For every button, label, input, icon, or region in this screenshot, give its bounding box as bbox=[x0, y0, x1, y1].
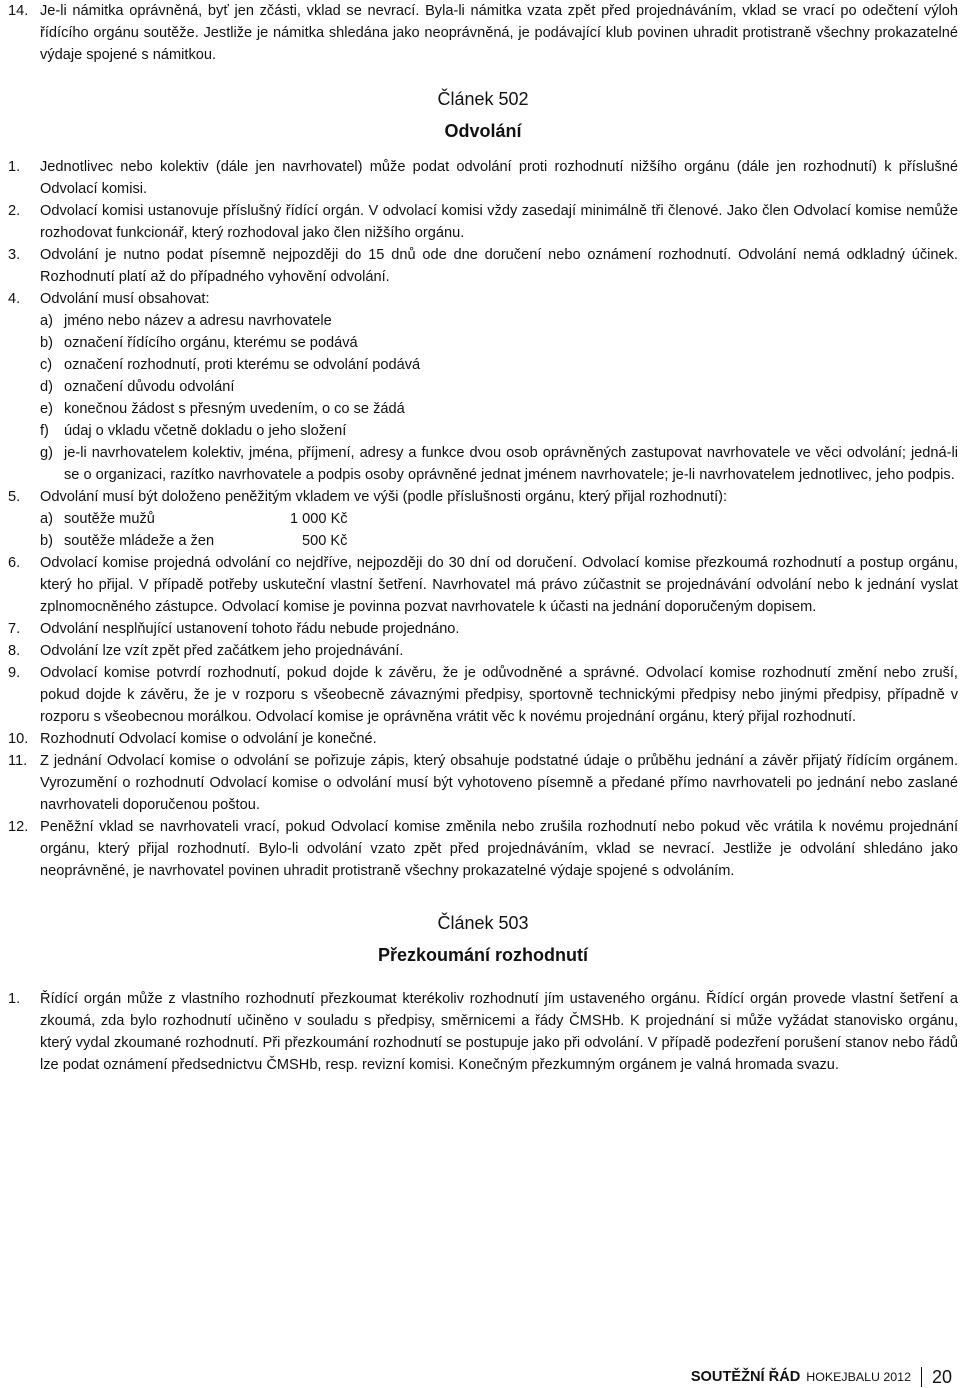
article-503-heading: Článek 503 bbox=[437, 913, 529, 933]
article-503-item-1 bbox=[8, 988, 958, 1076]
article-502-title: Odvolání bbox=[444, 121, 522, 141]
item-number: 2. bbox=[8, 203, 21, 219]
article-503-title: Přezkoumání rozhodnutí bbox=[377, 945, 588, 965]
list-text: označení řídícího orgánu, kterému se podává bbox=[64, 335, 358, 351]
list-marker: g) bbox=[40, 445, 53, 461]
list-marker: b) bbox=[40, 533, 53, 549]
list-text: označení důvodu odvolání bbox=[64, 379, 235, 395]
item-number: 10. bbox=[8, 731, 29, 747]
page-footer bbox=[691, 1366, 952, 1388]
list-marker: e) bbox=[40, 401, 53, 417]
article-502-item-12 bbox=[8, 816, 958, 882]
item-number: 8. bbox=[8, 643, 21, 659]
item-number: 7. bbox=[8, 621, 21, 637]
list-marker: b) bbox=[40, 335, 53, 351]
list-marker: c) bbox=[40, 357, 53, 373]
item-number: 6. bbox=[8, 555, 21, 571]
item-text: Odvolání musí obsahovat: bbox=[40, 291, 210, 307]
item-number: 4. bbox=[8, 291, 21, 307]
list-item-c bbox=[40, 354, 958, 376]
list-text: jméno nebo název a adresu navrhovatele bbox=[64, 313, 332, 329]
list-marker: d) bbox=[40, 379, 53, 395]
item-number: 9. bbox=[8, 665, 21, 681]
article-502-item-9 bbox=[8, 662, 958, 728]
article-502-item-11 bbox=[8, 750, 958, 816]
item-text: Odvolací komise potvrdí rozhodnutí, pokud dojde k závěru, že je odůvodněné a správné. Odvolací komise rozhodnutí změní nebo zruší, pokud dojde k závěru, že je v rozporu s všeobecně závaznými předpisy, sportovně technickými předpisy nebo jinými předpisy, případně v rozporu s všeobecnou morálkou. Odvolací komise je oprávněna vrátit věc k novému projednání orgánu, který přijal rozhodnutí. bbox=[40, 665, 958, 725]
deposit-row-men bbox=[40, 508, 958, 530]
article-502-item-7 bbox=[8, 618, 958, 640]
list-item-b bbox=[40, 332, 958, 354]
deposit-label: soutěže mládeže a žen bbox=[64, 533, 215, 549]
item-text: Odvolání musí být doloženo peněžitým vkladem ve výši (podle příslušnosti orgánu, který přijal rozhodnutí): bbox=[40, 489, 728, 505]
deposit-amount: 500 Kč bbox=[302, 533, 348, 549]
list-marker: a) bbox=[40, 511, 53, 527]
footer-title: SOUTĚŽNÍ ŘÁD bbox=[690, 1369, 801, 1385]
list-item-f bbox=[40, 420, 958, 442]
article-502-item-3 bbox=[8, 244, 958, 288]
item-text: Z jednání Odvolací komise o odvolání se pořizuje zápis, který obsahuje podstatné údaje o průběhu jednání a závěr přijatý řídícím orgánem. Vyrozumění o rozhodnutí Odvolací komise o odvolání musí být vyhotoveno písemně a předané přímo navrhovateli po jednání nebo zaslané navrhovateli doporučenou poštou. bbox=[40, 753, 958, 813]
item-text: Odvolání je nutno podat písemně nejpozději do 15 dnů ode dne doručení nebo oznámení rozhodnutí. Odvolání nemá odkladný účinek. Rozhodnutí platí až do případného vyhovění odvolání. bbox=[40, 247, 958, 285]
paragraph-text: Je-li námitka oprávněná, byť jen zčásti, vklad se nevrací. Byla-li námitka vzata zpět před projednáváním, vklad se vrací po odečtení výloh řídícího orgánu soutěže. Jestliže je námitka shledána jako neoprávněná, je podávající klub povinen uhradit protistraně všechny prokazatelné výdaje spojené s námitkou. bbox=[40, 3, 958, 63]
article-502-item-4 bbox=[8, 288, 958, 486]
list-marker: f) bbox=[40, 423, 49, 439]
article-502-item-2 bbox=[8, 200, 958, 244]
item-number: 5. bbox=[8, 489, 21, 505]
list-item-g bbox=[40, 442, 958, 486]
article-502-item-6 bbox=[8, 552, 958, 618]
document-content bbox=[8, 0, 958, 1076]
item-number: 1. bbox=[8, 159, 21, 175]
item-text: Řídící orgán může z vlastního rozhodnutí přezkoumat kterékoliv rozhodnutí jím ustaveného orgánu. Řídící orgán provede vlastní šetření a zkoumá, zda bylo rozhodnutí učiněno v souladu s předpisy, směrnicemi a řády ČMSHb. K projednání si může vyžádat stanovisko orgánu, který vydal zkoumané rozhodnutí. Při přezkoumání rozhodnutí se postupuje jako při odvolání. V případě podezření porušení stanov nebo řádů lze podat oznámení předsednictvu ČMSHb, resp. revizní komisi. Konečným přezkumným orgánem je valná hromada svazu. bbox=[40, 991, 958, 1073]
paragraph-14 bbox=[8, 0, 958, 66]
list-item-d bbox=[40, 376, 958, 398]
item-number: 3. bbox=[8, 247, 21, 263]
item-text: Peněžní vklad se navrhovateli vrací, pokud Odvolací komise změnila nebo zrušila rozhodnutí nebo pokud věc vrátila k novému projednání orgánu, který přijal rozhodnutí. Bylo-li odvolání vzato zpět před projednáváním, vklad se nevrací. Jestliže je odvolání shledáno jako neoprávněné, je navrhovatel povinen uhradit protistraně všechny prokazatelné výdaje spojené s odvoláním. bbox=[40, 819, 958, 879]
item-text: Odvolání nesplňující ustanovení tohoto řádu nebude projednáno. bbox=[40, 621, 460, 637]
deposit-label: soutěže mužů bbox=[64, 511, 155, 527]
footer-subtitle: HOKEJBALU 2012 bbox=[806, 1370, 911, 1384]
paragraph-number: 14. bbox=[8, 3, 29, 19]
item-text: Odvolací komise projedná odvolání co nejdříve, nejpozději do 30 dní od doručení. Odvolací komise přezkoumá rozhodnutí a postup orgánu, který ho přijal. V případě potřeby uskuteční vlastní šetření. Navrhovatel má právo zúčastnit se projednávání odvolání nebo k jednání vyslat zplnomocněného zástupce. Odvolací komise je povinna pozvat navrhovatele k účasti na jednání doporučeným dopisem. bbox=[40, 555, 958, 615]
deposit-amount: 1 000 Kč bbox=[290, 511, 348, 527]
list-item-e bbox=[40, 398, 958, 420]
item-text: Rozhodnutí Odvolací komise o odvolání je konečné. bbox=[40, 731, 377, 747]
list-text: konečnou žádost s přesným uvedením, o co se žádá bbox=[64, 401, 405, 417]
list-text: údaj o vkladu včetně dokladu o jeho složení bbox=[64, 423, 347, 439]
item-text: Odvolací komisi ustanovuje příslušný řídící orgán. V odvolací komisi vždy zasedají minimálně tři členové. Jako člen Odvolací komise nemůže rozhodovat funkcionář, který rozhodoval jako člen nižšího orgánu. bbox=[40, 203, 958, 241]
article-502-item-1 bbox=[8, 156, 958, 200]
article-502-item-5 bbox=[8, 486, 958, 552]
list-text: je-li navrhovatelem kolektiv, jména, příjmení, adresy a funkce dvou osob oprávněných zastupovat navrhovatele ve věci odvolání; jedná-li se o organizaci, razítko navrhovatele a podpis osoby oprávněné jednat jménem navrhovatele; je-li navrhovatelem jednotlivec, jeho podpis. bbox=[64, 445, 958, 483]
list-text: označení rozhodnutí, proti kterému se odvolání podává bbox=[64, 357, 421, 373]
item-number: 12. bbox=[8, 819, 29, 835]
item-text: Jednotlivec nebo kolektiv (dále jen navrhovatel) může podat odvolání proti rozhodnutí nižšího orgánu (dále jen rozhodnutí) k příslušné Odvolací komisi. bbox=[40, 159, 958, 197]
page-number: 20 bbox=[931, 1367, 952, 1387]
list-marker: a) bbox=[40, 313, 53, 329]
article-502-heading: Článek 502 bbox=[437, 89, 529, 109]
article-502-item-8 bbox=[8, 640, 958, 662]
deposit-row-youth bbox=[40, 530, 958, 552]
footer-divider bbox=[921, 1367, 922, 1387]
list-item-a bbox=[40, 310, 958, 332]
item-number: 11. bbox=[8, 753, 28, 769]
item-number: 1. bbox=[8, 991, 21, 1007]
article-502-item-10 bbox=[8, 728, 958, 750]
item-text: Odvolání lze vzít zpět před začátkem jeho projednávání. bbox=[40, 643, 404, 659]
